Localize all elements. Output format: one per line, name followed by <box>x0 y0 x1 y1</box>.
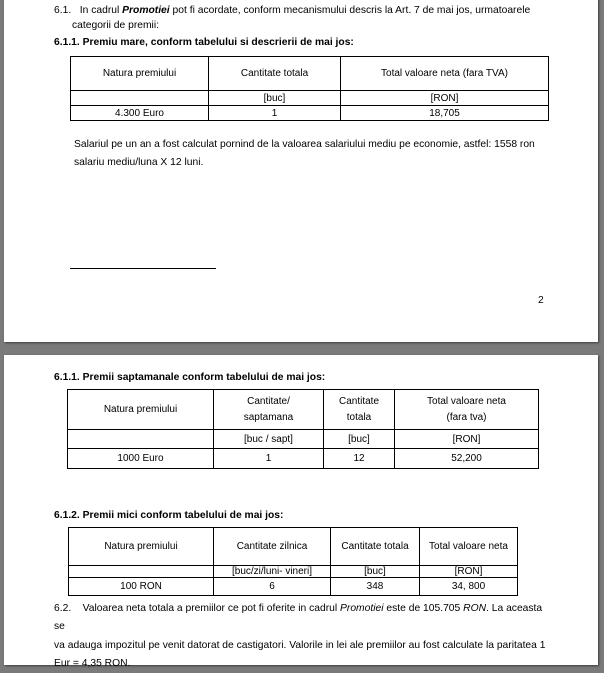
section-heading-6-1-2: 6.1.2. Premii mici conform tabelului de mai jos: <box>54 510 284 521</box>
table-cell: 1 <box>209 106 341 121</box>
header-text: Total valoare neta <box>427 395 506 407</box>
table-cell: [buc/zi/luni- vineri] <box>214 566 331 578</box>
paragraph-text: va adauga impozitul pe venit datorat de castigatori. Valorile in lei ale premiilor au fost calculate la paritatea 1 <box>54 639 546 651</box>
table-header-cell: Natura premiului <box>71 57 209 91</box>
table-cell: [buc] <box>324 430 395 449</box>
table-header-cell <box>214 390 324 430</box>
table-header-row <box>69 528 518 566</box>
small-prizes-table <box>68 527 518 596</box>
table-cell: 34, 800 <box>420 578 518 596</box>
table-row <box>71 106 549 121</box>
table-cell: 4.300 Euro <box>71 106 209 121</box>
header-text: totala <box>346 411 372 423</box>
table-row <box>68 449 539 469</box>
table-header-row <box>68 390 539 430</box>
paragraph-text: . La aceasta se <box>54 603 543 633</box>
table-cell: [RON] <box>395 430 539 449</box>
paragraph-text: Eur = 4,35 RON. <box>54 657 131 669</box>
table-header-row <box>71 57 549 91</box>
footnote-separator <box>70 268 216 269</box>
table-header-cell <box>68 390 214 430</box>
page-number: 2 <box>538 295 544 306</box>
paragraph-text: pot fi acordate, conform mecanismului descris la Art. 7 de mai jos, urmatoarele <box>172 5 531 16</box>
paragraph-number: 6.1. <box>54 5 72 16</box>
promotion-term: Promotiei <box>340 603 384 614</box>
table-cell: [RON] <box>341 91 549 106</box>
document-page-2 <box>4 355 598 669</box>
table-cell: 18,705 <box>341 106 549 121</box>
section-heading-6-1-1: 6.1.1. Premiu mare, conform tabelului si descrierii de mai jos: <box>54 37 354 48</box>
table-cell: [buc] <box>331 566 420 578</box>
paragraph-number: 6.2. <box>54 603 72 614</box>
paragraph-text: In cadrul <box>79 5 120 16</box>
table-row <box>69 578 518 596</box>
salary-note-line: Salariul pe un an a fost calculat pornind de la valoarea salariului mediu pe economie, astfel: 1558 ron <box>74 139 535 150</box>
table-cell <box>68 430 214 449</box>
salary-note-line: salariu mediu/luna X 12 luni. <box>74 157 204 169</box>
table-units-row <box>68 430 539 449</box>
table-header-cell: Natura premiului <box>69 528 214 566</box>
document-page-1 <box>4 0 598 342</box>
header-text: (fara tva) <box>446 411 487 423</box>
header-text: Cantitate <box>338 395 380 407</box>
header-text: Natura premiului <box>103 404 178 415</box>
table-header-cell <box>395 390 539 430</box>
promotion-term: Promotiei <box>122 5 170 16</box>
paragraph-6-1 <box>54 4 554 33</box>
header-text: saptamana <box>243 411 294 423</box>
table-header-cell: Cantitate totala <box>209 57 341 91</box>
table-units-row <box>69 566 518 578</box>
table-cell: [RON] <box>420 566 518 578</box>
table-units-row <box>71 91 549 106</box>
paragraph-text: Valoarea neta totala a premiilor ce pot fi oferite in cadrul <box>82 603 338 614</box>
table-cell: 52,200 <box>395 449 539 469</box>
currency-term: RON <box>463 603 487 614</box>
table-header-cell: Cantitate zilnica <box>214 528 331 566</box>
table-header-cell: Cantitate totala <box>331 528 420 566</box>
table-cell: 1 <box>214 449 324 469</box>
section-heading-6-1-1b: 6.1.1. Premii saptamanale conform tabelului de mai jos: <box>54 372 326 383</box>
header-text: Cantitate/ <box>247 395 290 407</box>
salary-note <box>74 136 548 172</box>
table-cell: [buc] <box>209 91 341 106</box>
table-header-cell <box>324 390 395 430</box>
table-cell <box>69 566 214 578</box>
table-cell: 6 <box>214 578 331 596</box>
table-cell: 100 RON <box>69 578 214 596</box>
table-header-cell: Total valoare neta (fara TVA) <box>341 57 549 91</box>
paragraph-text: categorii de premii: <box>72 19 159 31</box>
paragraph-text: este de 105.705 <box>386 603 461 614</box>
weekly-prizes-table <box>67 389 539 469</box>
table-cell: 12 <box>324 449 395 469</box>
table-cell: 348 <box>331 578 420 596</box>
table-cell: [buc / sapt] <box>214 430 324 449</box>
paragraph-6-2 <box>54 600 550 673</box>
table-header-cell: Total valoare neta <box>420 528 518 566</box>
grand-prize-table <box>70 56 549 121</box>
table-cell <box>71 91 209 106</box>
table-cell: 1000 Euro <box>68 449 214 469</box>
